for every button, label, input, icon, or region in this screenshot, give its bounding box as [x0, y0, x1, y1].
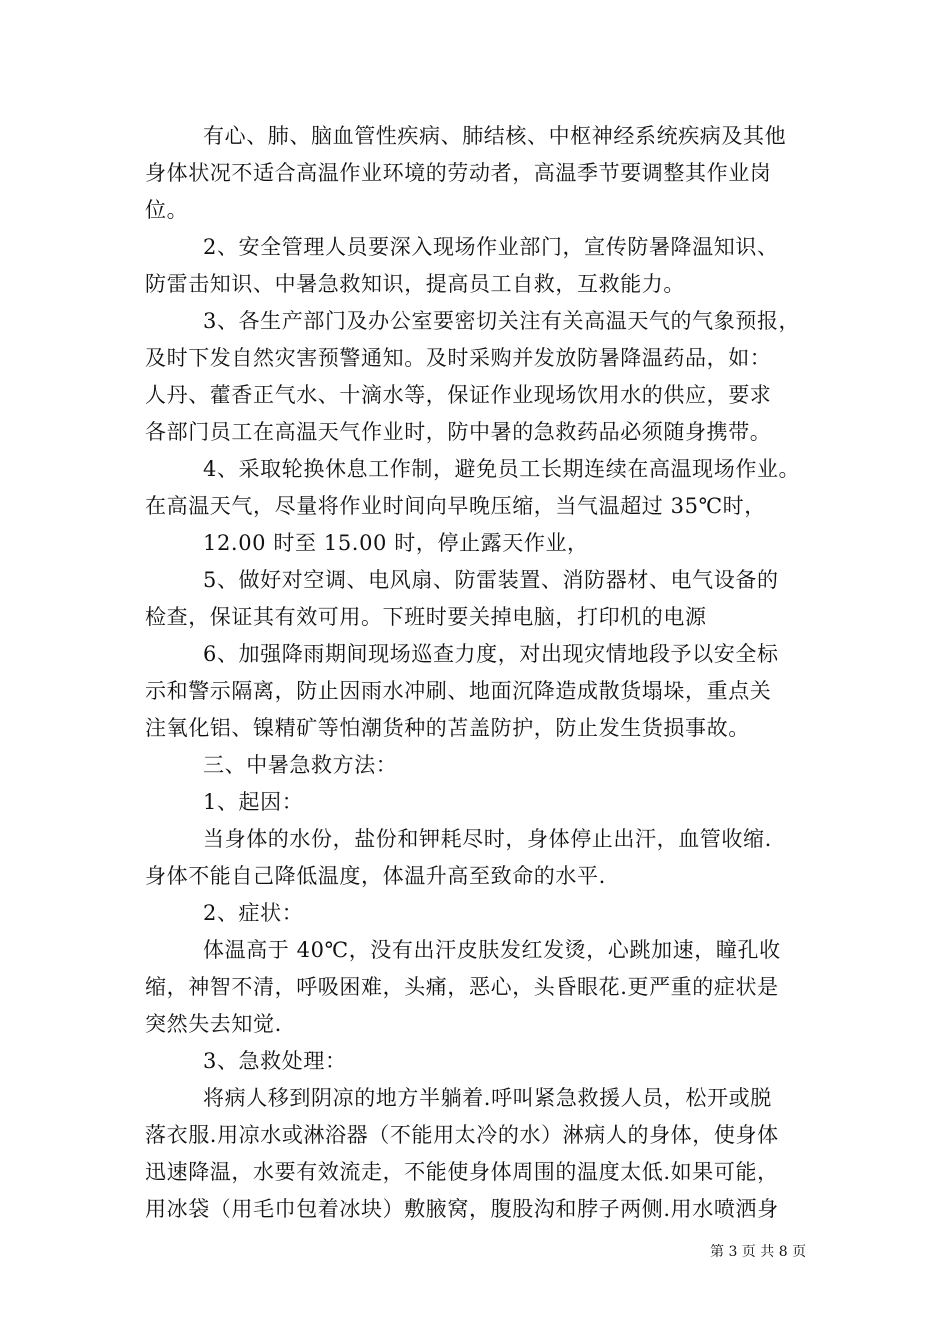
text-line: 3、急救处理：: [203, 1049, 347, 1073]
text-line: 位。: [145, 198, 189, 222]
text-line: 身体状况不适合高温作业环境的劳动者，高温季节要调整其作业岗: [145, 161, 772, 185]
text-line: 12.00 时至 15.00 时，停止露天作业，: [203, 531, 589, 555]
text-line: 将病人移到阴凉的地方半躺着.呼叫紧急救援人员，松开或脱: [203, 1086, 772, 1110]
text-line: 防雷击知识、中暑急救知识，提高员工自救，互救能力。: [145, 272, 685, 296]
text-line: 6、加强降雨期间现场巡查力度，对出现灾情地段予以安全标: [203, 642, 779, 666]
text-line: 2、安全管理人员要深入现场作业部门，宣传防暑降温知识、: [203, 235, 779, 259]
text-line: 有心、肺、脑血管性疾病、肺结核、中枢神经系统疾病及其他: [203, 124, 787, 148]
text-line: 3、各生产部门及办公室要密切关注有关高温天气的气象预报，: [203, 309, 801, 333]
text-line: 体温高于 40℃，没有出汗皮肤发红发烫，心跳加速，瞳孔收: [203, 938, 781, 962]
text-line: 注氧化铝、镍精矿等怕潮货种的苫盖防护，防止发生货损事故。: [145, 716, 750, 740]
text-line: 及时下发自然灾害预警通知。及时采购并发放防暑降温药品，如：: [145, 346, 772, 370]
text-line: 示和警示隔离，防止因雨水冲刷、地面沉降造成散货塌垛，重点关: [145, 679, 772, 703]
page-number: 第 3 页 共 8 页: [710, 1244, 807, 1260]
text-line: 在高温天气，尽量将作业时间向早晚压缩，当气温超过 35℃时，: [145, 494, 766, 518]
text-line: 人丹、藿香正气水、十滴水等，保证作业现场饮用水的供应，要求: [145, 383, 772, 407]
text-line: 2、症状：: [203, 901, 304, 925]
text-line: 身体不能自己降低温度，体温升高至致命的水平.: [145, 864, 606, 888]
text-line: 当身体的水份，盐份和钾耗尽时，身体停止出汗，血管收缩.: [203, 827, 772, 851]
section-heading: 三、中暑急救方法：: [203, 753, 398, 777]
text-line: 缩，神智不清，呼吸困难，头痛，恶心，头昏眼花.更严重的症状是: [145, 975, 779, 999]
text-line: 用冰袋（用毛巾包着冰块）敷腋窝，腹股沟和脖子两侧.用水喷洒身: [145, 1197, 779, 1221]
text-line: 突然失去知觉.: [145, 1012, 282, 1036]
text-line: 5、做好对空调、电风扇、防雷装置、消防器材、电气设备的: [203, 568, 779, 592]
text-line: 检查，保证其有效可用。下班时要关掉电脑，打印机的电源: [145, 605, 707, 629]
text-line: 1、起因：: [203, 790, 304, 814]
text-line: 4、采取轮换休息工作制，避免员工长期连续在高温现场作业。: [203, 457, 801, 481]
text-line: 各部门员工在高温天气作业时，防中暑的急救药品必须随身携带。: [145, 420, 772, 444]
text-line: 迅速降温，水要有效流走，不能使身体周围的温度太低.如果可能，: [145, 1160, 779, 1184]
text-line: 落衣服.用凉水或淋浴器（不能用太冷的水）淋病人的身体，使身体: [145, 1123, 779, 1147]
